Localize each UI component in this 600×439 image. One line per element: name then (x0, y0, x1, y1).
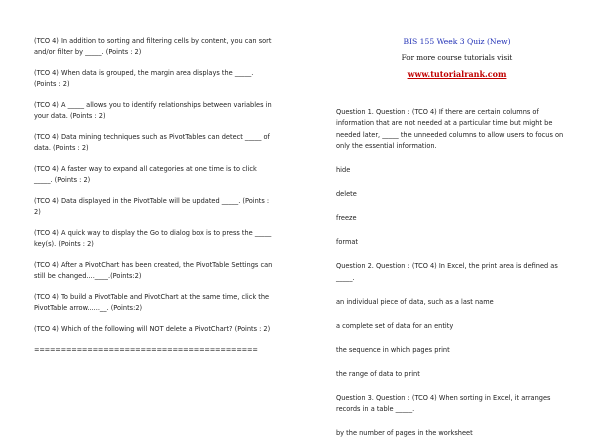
answer-option: freeze (336, 214, 357, 223)
tutorial-link[interactable]: www.tutorialrank.com (407, 69, 507, 79)
question-item: (TCO 4) A quick way to display the Go to dialog box is to press the _____ key(s). (Points : 2) (34, 229, 272, 249)
separator-rule: ========================================== (34, 346, 258, 355)
answer-option: hide (336, 166, 351, 175)
question-item: (TCO 4) A faster way to expand all categories at one time is to click _____. (Points : 2) (34, 165, 257, 185)
question-3: Question 3. Question : (TCO 4) When sorting in Excel, it arranges records in a table _____. (336, 393, 551, 414)
document-title: BIS 155 Week 3 Quiz (New) (403, 37, 511, 46)
question-item: (TCO 4) After a PivotChart has been created, the PivotTable Settings can still be changed....____.(Points:2) (34, 261, 273, 281)
answer-option: delete (336, 190, 357, 199)
question-item: (TCO 4) A _____ allows you to identify relationships between variables in your data. (Points : 2) (34, 101, 272, 121)
answer-option: a complete set of data for an entity (336, 321, 454, 330)
document-subtitle: For more course tutorials visit (401, 53, 513, 62)
answer-option: format (336, 238, 358, 247)
question-item: (TCO 4) Data mining techniques such as PivotTables can detect _____ of data. (Points : 2) (34, 133, 270, 153)
document-header (342, 36, 572, 80)
answer-option: by the number of pages in the worksheet (336, 429, 473, 438)
answer-option: an individual piece of data, such as a last name (336, 297, 494, 306)
question-item: (TCO 4) When data is grouped, the margin area displays the _____. (Points : 2) (34, 69, 254, 89)
question-item: (TCO 4) In addition to sorting and filtering cells by content, you can sort and/or filter by _____. (Points : 2) (34, 37, 272, 57)
right-column (336, 36, 572, 439)
question-item: (TCO 4) Data displayed in the PivotTable will be updated _____. (Points : 2) (34, 197, 270, 217)
left-column (34, 36, 274, 357)
question-1: Question 1. Question : (TCO 4) If there are certain columns of information that are not needed at a particular time but might be needed later, _____ the unneeded columns to allow users to focus on only the essential information. (336, 108, 564, 151)
answer-option: the range of data to print (336, 369, 420, 378)
question-2: Question 2. Question : (TCO 4) In Excel, the print area is defined as _____. (336, 262, 558, 282)
answer-option: the sequence in which pages print (336, 345, 450, 354)
question-item: (TCO 4) Which of the following will NOT delete a PivotChart? (Points : 2) (34, 325, 271, 333)
question-item: (TCO 4) To build a PivotTable and PivotChart at the same time, click the PivotTable arrow......__. (Points:2) (34, 293, 270, 313)
